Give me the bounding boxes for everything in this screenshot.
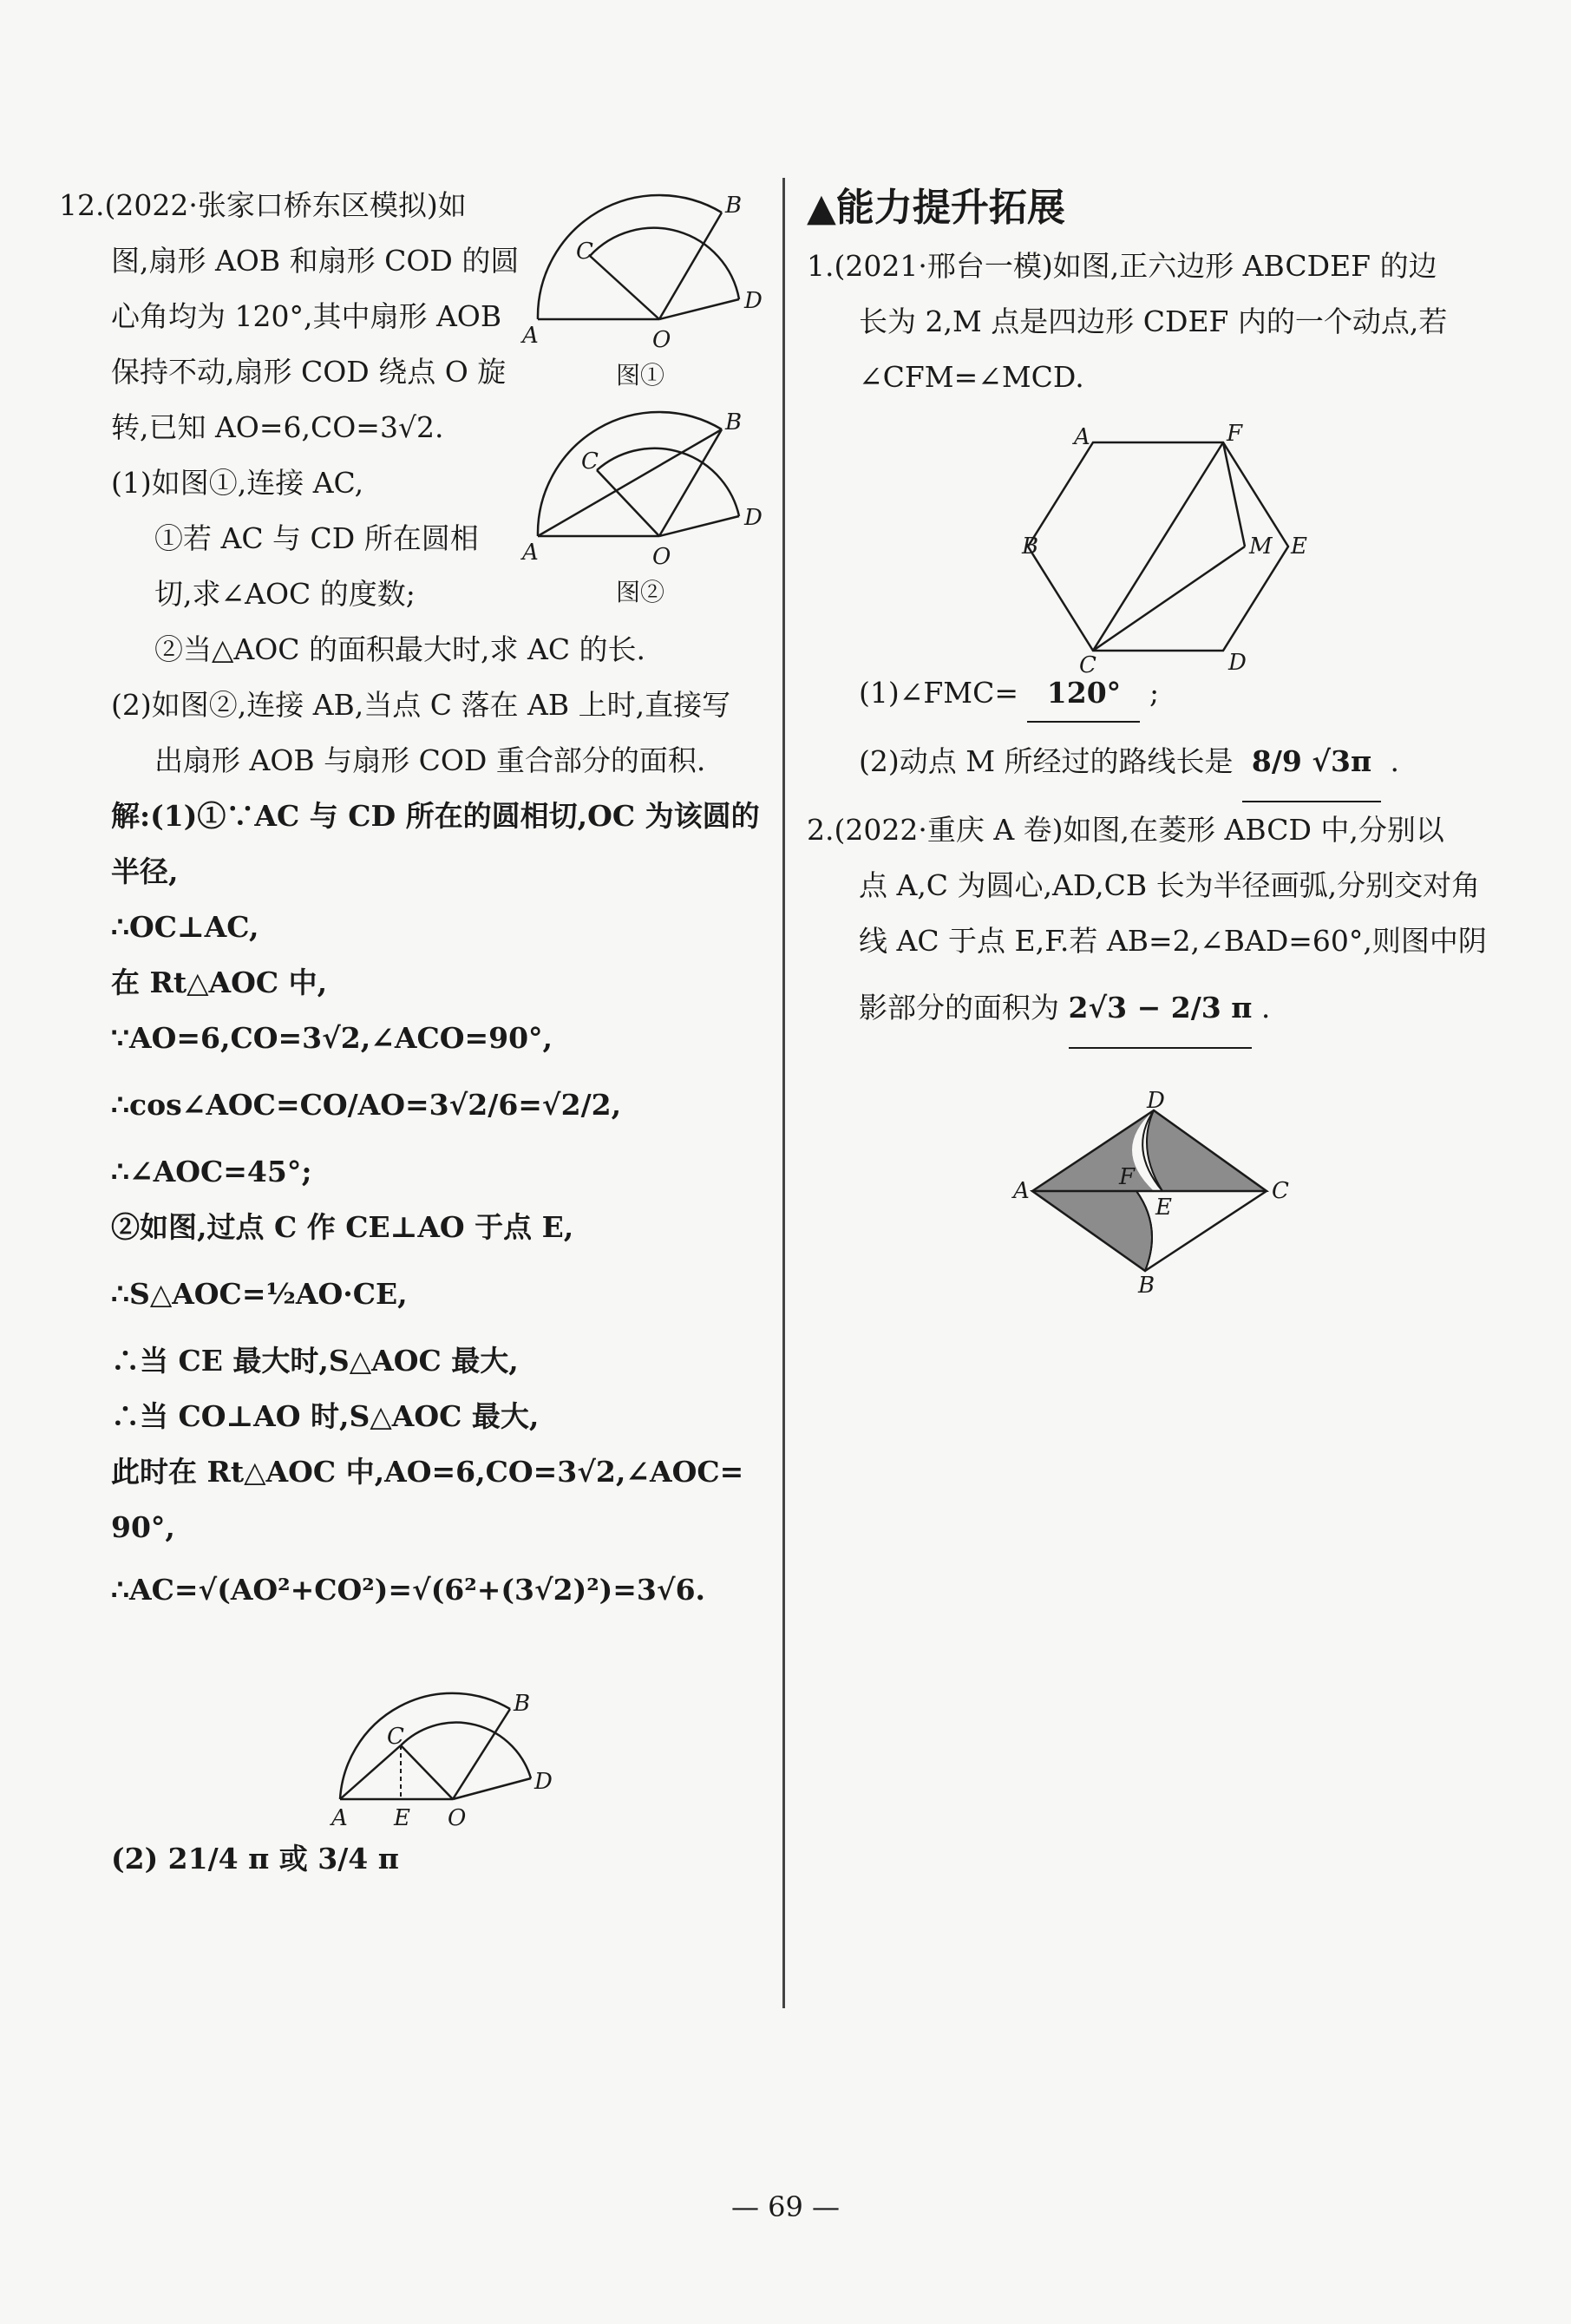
q1-answer1-suffix: ;	[1149, 676, 1160, 710]
sol-label-d: D	[534, 1769, 553, 1795]
fig2-label-o: O	[652, 544, 671, 570]
fig1-label-d: D	[744, 288, 763, 314]
fig1-label-o: O	[652, 327, 671, 353]
hexagon-figure	[1022, 421, 1319, 678]
problem12-line4: 保持不动,扇形 COD 绕点 O 旋	[111, 355, 507, 389]
fig1-label-c: C	[576, 239, 593, 265]
q1-answer2	[807, 723, 1518, 802]
problem12-line2: 图,扇形 AOB 和扇形 COD 的圆	[111, 244, 520, 278]
solution-line2: 半径,	[111, 854, 179, 888]
fig1-label-b: B	[725, 193, 743, 219]
solution-line5: ∵AO=6,CO=3√2,∠ACO=90°,	[111, 1021, 553, 1055]
sector-cod-arc	[590, 228, 739, 299]
part1b: ②当△AOC 的面积最大时,求 AC 的长.	[154, 632, 646, 666]
segment-cm	[1093, 547, 1245, 651]
q1-answer2-suffix: .	[1390, 744, 1400, 778]
solution-line4: 在 Rt△AOC 中,	[111, 966, 328, 999]
solution-line10: ∴当 CE 最大时,S△AOC 最大,	[111, 1344, 519, 1378]
q1-line2: 长为 2,M 点是四边形 CDEF 内的一个动点,若	[859, 304, 1448, 338]
fig1-caption: 图①	[616, 361, 665, 390]
warning-triangle-icon: ▲	[807, 186, 836, 230]
sol-sector-cod-arc	[401, 1723, 531, 1778]
part1: (1)如图①,连接 AC,	[111, 466, 364, 500]
fig2-label-d: D	[744, 505, 763, 531]
solution-line11: ∴当 CO⊥AO 时,S△AOC 最大,	[111, 1399, 540, 1433]
solution-line6: ∴cos∠AOC=CO/AO=3√2/6=√2/2,	[111, 1088, 622, 1122]
part2-line1: (2)如图②,连接 AB,当点 C 落在 AB 上时,直接写	[111, 688, 731, 722]
fig2-sector-aob-arc	[538, 412, 722, 536]
q1-answer2-value: 8/9 √3π	[1242, 723, 1381, 802]
hex-label-c: C	[1079, 652, 1096, 678]
fig2-sector-cod-arc	[597, 448, 739, 516]
hex-label-e: E	[1291, 534, 1307, 560]
q1-line1: 1.(2021·邢台一模)如图,正六边形 ABCDEF 的边	[807, 249, 1437, 283]
solution-line3: ∴OC⊥AC,	[111, 910, 259, 944]
hex-label-d: D	[1228, 650, 1247, 676]
sol-label-e: E	[394, 1805, 410, 1831]
fig2-chord-ab	[538, 429, 722, 536]
rhombus-label-a: A	[1013, 1178, 1030, 1204]
fig1-label-a: A	[522, 323, 539, 349]
q1-answer1-value: 120°	[1027, 665, 1140, 723]
rhombus-label-b: B	[1138, 1273, 1155, 1299]
part2-line2: 出扇形 AOB 与扇形 COD 重合部分的面积.	[154, 743, 706, 777]
solution-line8: ②如图,过点 C 作 CE⊥AO 于点 E,	[111, 1210, 574, 1244]
sector-aob-arc	[538, 195, 722, 319]
problem12-line3: 心角均为 120°,其中扇形 AOB	[111, 299, 502, 333]
rhombus-label-e: E	[1155, 1195, 1172, 1221]
sol-label-a: A	[331, 1805, 348, 1831]
sol-edge-ac	[340, 1745, 401, 1799]
sol-edge-oc	[401, 1745, 453, 1799]
q1-answer2-prefix: (2)动点 M 所经过的路线长是	[859, 744, 1234, 778]
problem12-line5: 转,已知 AO=6,CO=3√2.	[111, 410, 444, 444]
solution-figure	[321, 1692, 581, 1848]
rhombus-figure	[1006, 1088, 1293, 1299]
solution-line1: 解:(1)①∵AC 与 CD 所在的圆相切,OC 为该圆的	[111, 799, 760, 833]
fig2-label-b: B	[725, 409, 743, 435]
solution-line12: 此时在 Rt△AOC 中,AO=6,CO=3√2,∠AOC=	[111, 1455, 744, 1489]
q1-line3: ∠CFM=∠MCD.	[859, 360, 1084, 394]
hex-label-f: F	[1227, 421, 1243, 447]
hex-label-a: A	[1074, 424, 1090, 450]
hex-label-b: B	[1022, 534, 1039, 560]
fig2-edge-ob	[659, 429, 722, 536]
problem12-line1: 12.(2022·张家口桥东区模拟)如	[59, 188, 467, 222]
section-title	[807, 178, 1518, 239]
sol-label-b: B	[514, 1691, 531, 1717]
q2-line4	[807, 969, 1518, 1049]
q2-line4-suffix: .	[1260, 991, 1271, 1025]
part1a-line1: ①若 AC 与 CD 所在圆相	[154, 521, 479, 555]
fig2-edge-od	[659, 516, 739, 536]
q2-answer-value: 2√3 − 2/3 π	[1069, 969, 1253, 1049]
solution-line9: ∴S△AOC=½AO·CE,	[111, 1277, 408, 1311]
hex-label-m: M	[1249, 534, 1273, 560]
solution-line13: 90°,	[111, 1510, 175, 1544]
rhombus-label-d: D	[1147, 1088, 1165, 1114]
fig2-label-c: C	[581, 448, 599, 475]
sol-label-c: C	[387, 1724, 404, 1750]
q1-answer1-prefix: (1)∠FMC=	[859, 676, 1018, 710]
fig2-label-a: A	[522, 540, 539, 566]
figure-2	[520, 408, 781, 616]
solution-line15: (2) 21/4 π 或 3/4 π	[111, 1842, 399, 1876]
fig2-caption: 图②	[616, 578, 665, 606]
figure-1	[520, 191, 781, 399]
segment-cf	[1093, 442, 1223, 651]
page-number: — 69 —	[730, 2190, 841, 2223]
sol-label-o: O	[448, 1805, 467, 1831]
rhombus-label-f: F	[1119, 1164, 1136, 1190]
q2-line3: 线 AC 于点 E,F.若 AB=2,∠BAD=60°,则图中阴	[859, 924, 1487, 958]
section-title-text: 能力提升拓展	[835, 186, 1065, 230]
fig2-edge-oc	[597, 470, 659, 536]
q2-line2: 点 A,C 为圆心,AD,CB 长为半径画弧,分别交对角	[859, 868, 1481, 902]
solution-line7: ∴∠AOC=45°;	[111, 1155, 312, 1188]
q2-line4-prefix: 影部分的面积为	[859, 991, 1059, 1025]
rhombus-label-c: C	[1272, 1178, 1289, 1204]
q2-line1: 2.(2022·重庆 A 卷)如图,在菱形 ABCD 中,分别以	[807, 813, 1444, 847]
solution-line14: ∴AC=√(AO²+CO²)=√(6²+(3√2)²)=3√6.	[111, 1573, 706, 1607]
sector-cod-edge-od	[659, 299, 739, 319]
part1a-line2: 切,求∠AOC 的度数;	[154, 577, 416, 611]
sector-cod-edge-oc	[590, 256, 659, 319]
sol-sector-aob-arc	[340, 1693, 510, 1799]
